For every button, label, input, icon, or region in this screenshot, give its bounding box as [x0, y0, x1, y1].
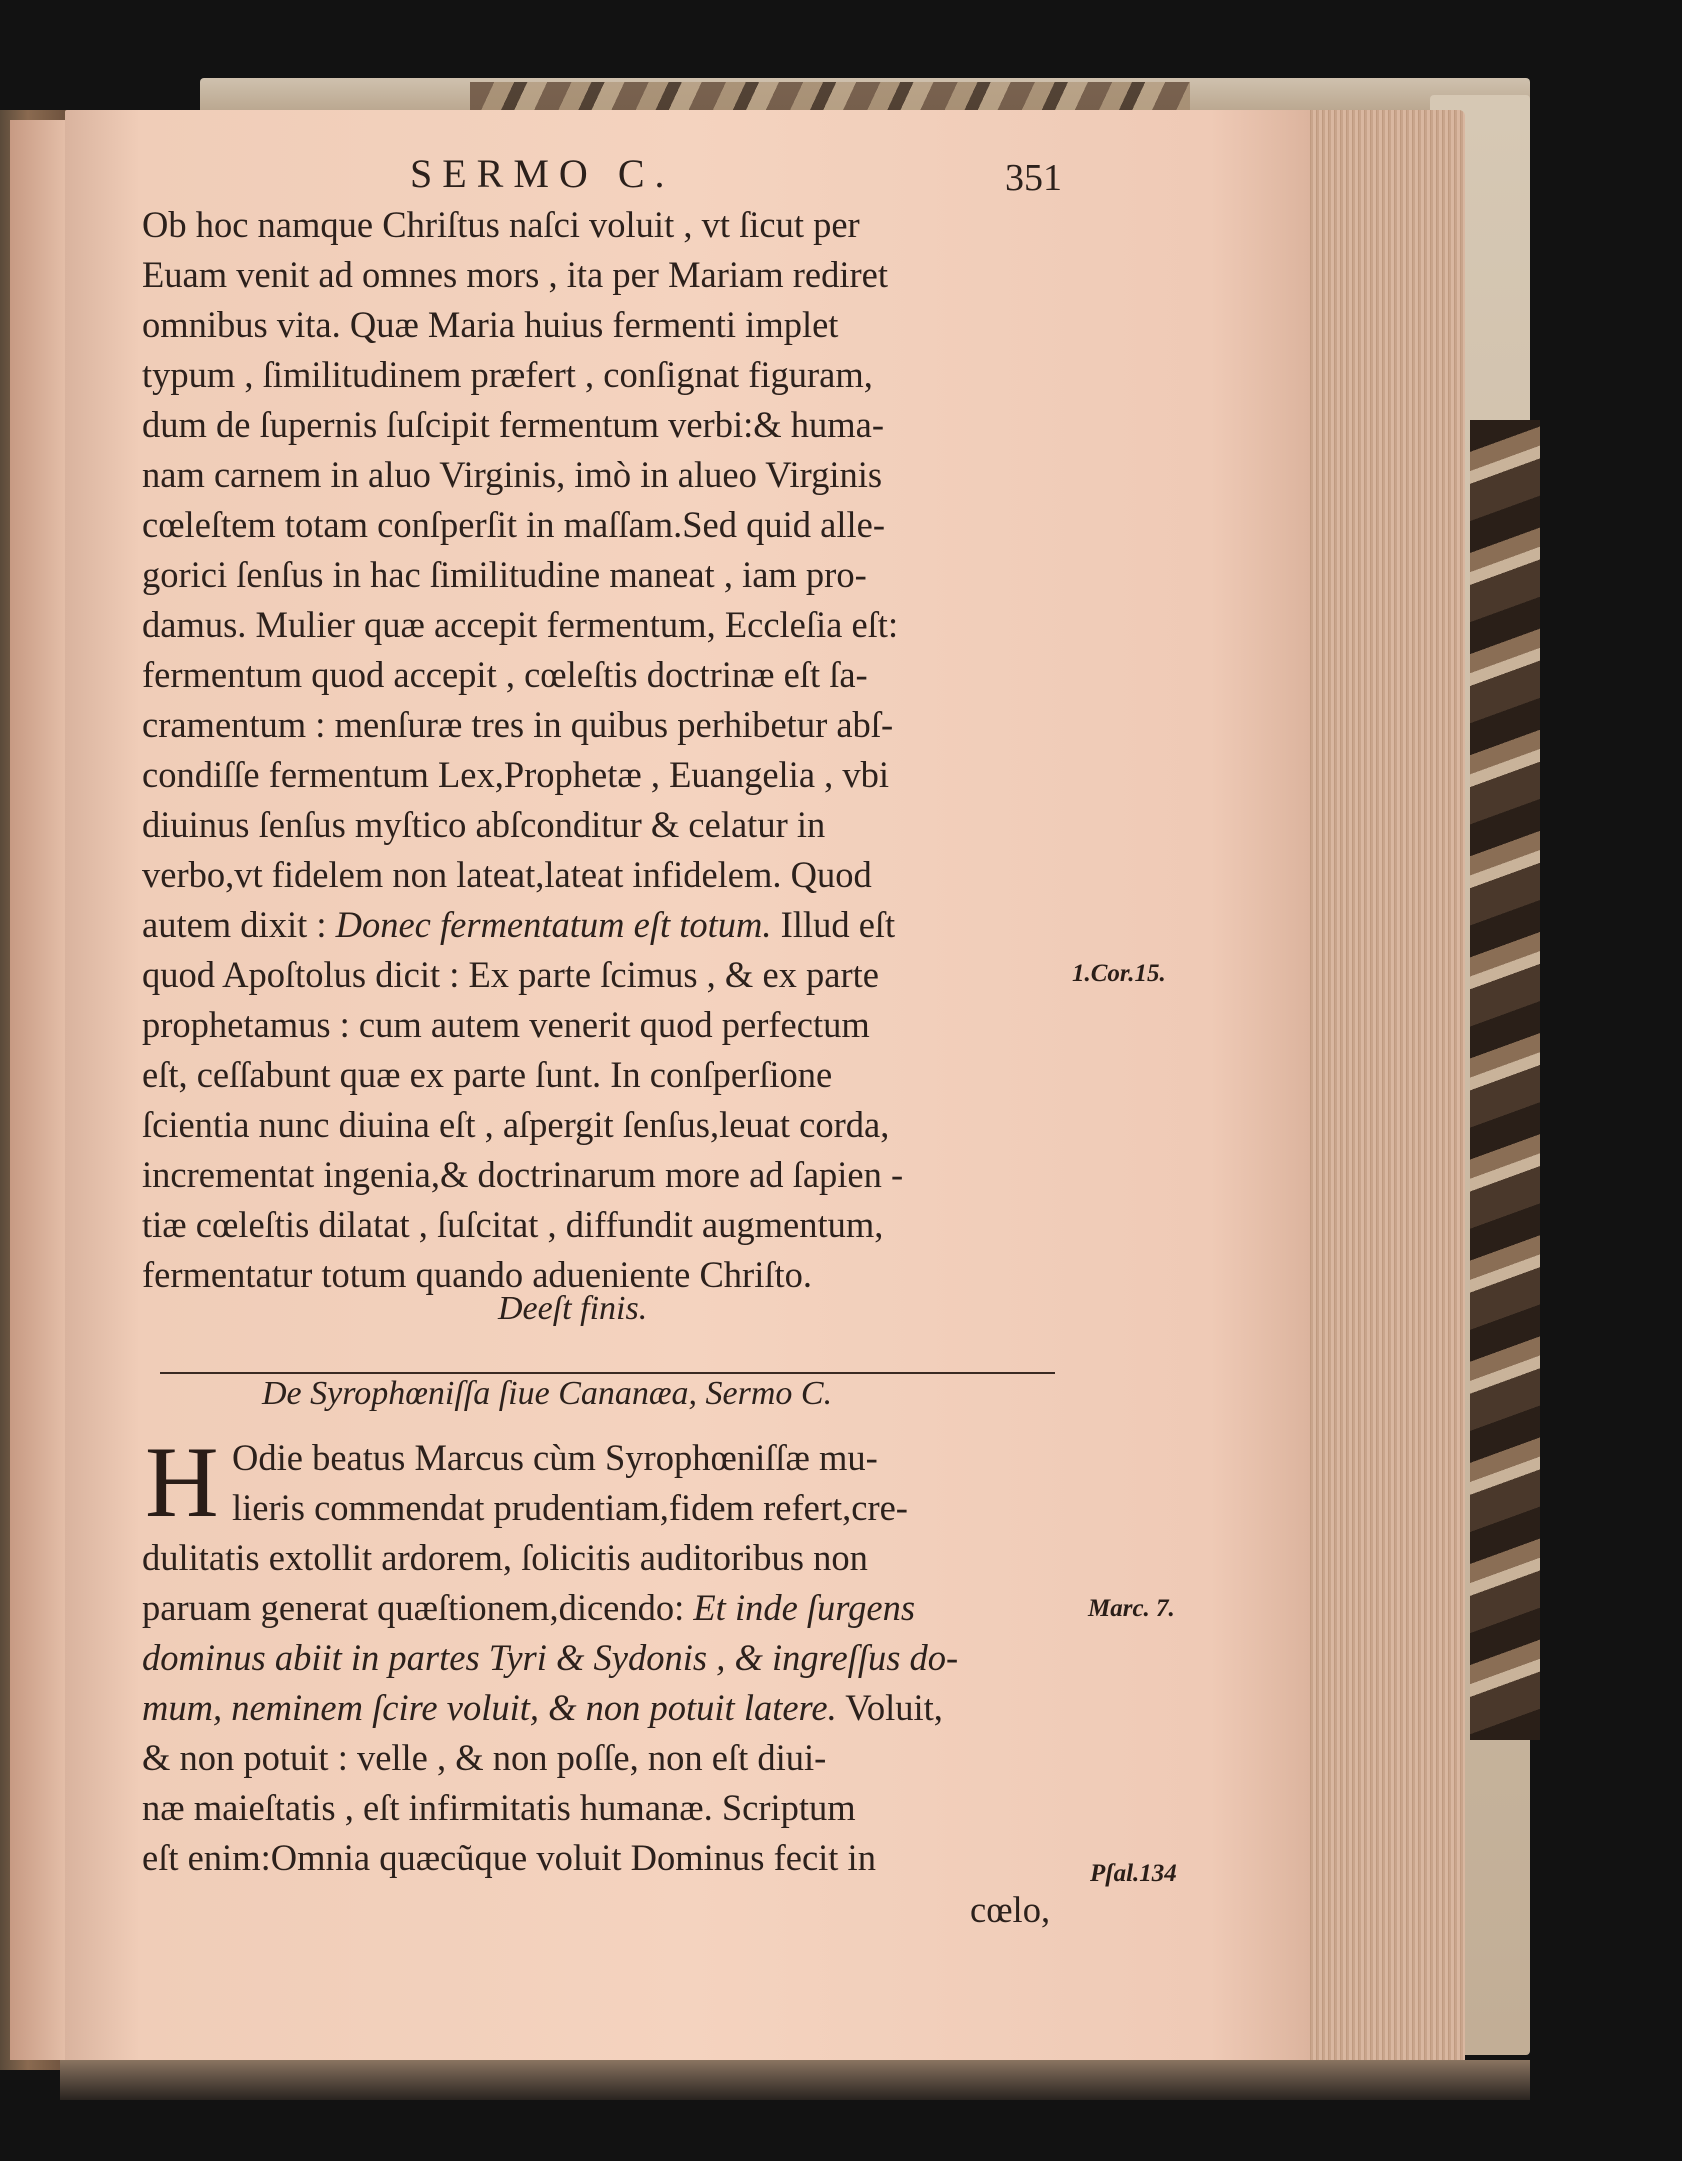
margin-note-cor: 1.Cor.15.	[1072, 960, 1166, 987]
drop-capital: H	[145, 1426, 219, 1539]
text-line	[142, 900, 895, 950]
text-line: næ maieſtatis , eſt infirmitatis humanæ. Scriptum	[142, 1787, 856, 1828]
margin-note-marc: Marc. 7.	[1088, 1595, 1175, 1622]
section-title: De Syrophœniſſa ſiue Cananæa, Sermo C.	[262, 1375, 833, 1412]
text-segment: Voluit,	[836, 1687, 943, 1728]
text-line: omnibus vita. Quæ Maria huius fermenti implet	[142, 304, 839, 345]
text-segment: autem dixit :	[142, 904, 336, 945]
text-line: eſt enim:Omnia quæcũque voluit Dominus fecit in	[142, 1837, 876, 1878]
text-line: cœleſtem totam conſperſit in maſſam.Sed quid alle-	[142, 504, 885, 545]
text-line: & non potuit : velle , & non poſſe, non eſt diui-	[142, 1737, 827, 1778]
text-line: verbo,vt fidelem non lateat,lateat infidelem. Quod	[142, 854, 872, 895]
text-line: gorici ſenſus in hac ſimilitudine maneat , iam pro-	[142, 554, 867, 595]
text-line: fermentatur totum quando adueniente Chriſto.	[142, 1254, 812, 1295]
text-line: Ob hoc namque Chriſtus naſci voluit , vt ſicut per	[142, 204, 860, 245]
italic-quote: Et inde ſurgens	[693, 1587, 916, 1628]
text-line: dulitatis extollit ardorem, ſolicitis auditoribus non	[142, 1537, 868, 1578]
running-title: SERMO C.	[410, 151, 675, 196]
text-line: lieris commendat prudentiam,fidem refert,cre-	[232, 1487, 908, 1528]
deest-finis: Deeſt finis.	[498, 1290, 648, 1327]
text-line: Odie beatus Marcus cùm Syrophœniſſæ mu-	[232, 1437, 878, 1478]
left-page-sliver	[10, 120, 70, 2060]
text-line: incrementat ingenia,& doctrinarum more ad ſapien -	[142, 1154, 904, 1195]
book-bottom-shadow	[60, 2060, 1530, 2100]
catchword: cœlo,	[970, 1889, 1051, 1930]
text-line: typum , ſimilitudinem præfert , conſignat figuram,	[142, 354, 873, 395]
text-segment: Illud eſt	[771, 904, 896, 945]
marbled-board-right	[1470, 420, 1540, 1740]
text-line: damus. Mulier quæ accepit fermentum, Eccleſia eſt:	[142, 604, 899, 645]
italic-quote: mum, neminem ſcire voluit, & non potuit latere.	[142, 1687, 837, 1728]
text-line: ſcientia nunc diuina eſt , aſpergit ſenſus,leuat corda,	[142, 1104, 890, 1145]
text-line: cramentum : menſuræ tres in quibus perhibetur abſ-	[142, 704, 894, 745]
section-divider	[160, 1372, 1055, 1374]
text-line: Euam venit ad omnes mors , ita per Mariam rediret	[142, 254, 888, 295]
margin-note-psal: Pſal.134	[1090, 1860, 1177, 1887]
text-line	[142, 1683, 943, 1733]
text-line: quod Apoſtolus dicit : Ex parte ſcimus , & ex parte	[142, 954, 879, 995]
text-line: condiſſe fermentum Lex,Prophetæ , Euangelia , vbi	[142, 754, 890, 795]
text-line: eſt, ceſſabunt quæ ex parte ſunt. In conſperſione	[142, 1054, 833, 1095]
text-line: dominus abiit in partes Tyri & Sydonis , & ingreſſus do-	[142, 1637, 959, 1678]
page-number: 351	[1005, 157, 1062, 199]
text-line: dum de ſupernis ſuſcipit fermentum verbi:& huma-	[142, 404, 884, 445]
text-line: fermentum quod accepit , cœleſtis doctrinæ eſt ſa-	[142, 654, 868, 695]
page-edges	[1305, 110, 1465, 2070]
text-line: nam carnem in aluo Virginis, imò in alueo Virginis	[142, 454, 883, 495]
text-line: prophetamus : cum autem venerit quod perfectum	[142, 1004, 870, 1045]
italic-quote: Donec fermentatum eſt totum.	[335, 904, 772, 945]
text-line: tiæ cœleſtis dilatat , ſuſcitat , diffundit augmentum,	[142, 1204, 884, 1245]
text-line: diuinus ſenſus myſtico abſconditur & celatur in	[142, 804, 826, 845]
text-line	[142, 1583, 915, 1633]
text-segment: paruam generat quæſtionem,dicendo:	[142, 1587, 694, 1628]
